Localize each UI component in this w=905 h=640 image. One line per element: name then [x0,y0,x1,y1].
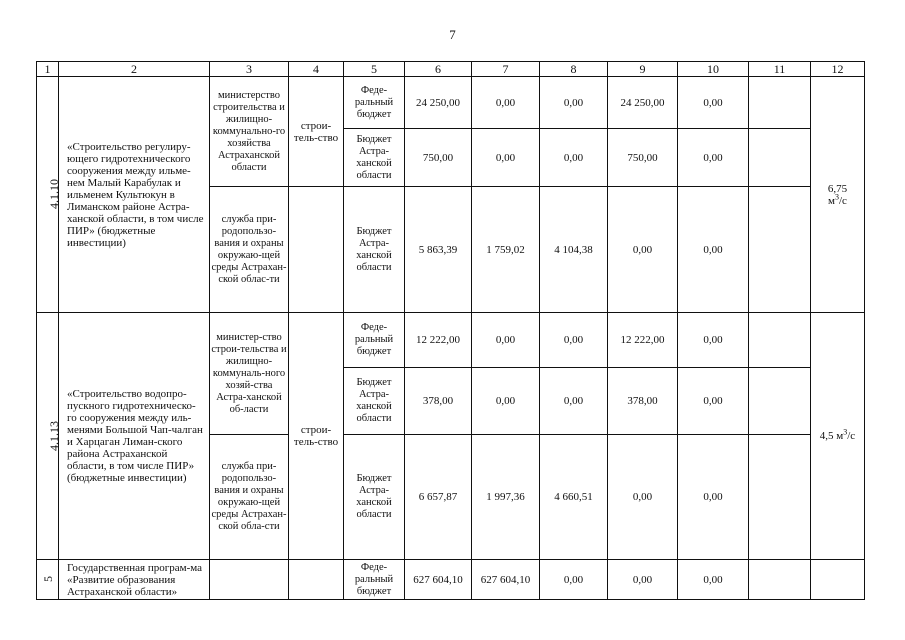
value-col9: 378,00 [608,368,678,435]
value-col9: 0,00 [608,560,678,600]
value-col8: 0,00 [540,77,608,129]
value-col10: 0,00 [678,187,749,313]
project-name: «Строительство водопро-пускного гидротехническо-го сооружения между иль-менями Большой Чап-чалган и Харцаган Лиман-ского района Астраханской области, в том числе ПИР» (бюджетные инвестиции) [59,313,210,560]
column-header: 4 [289,62,344,77]
row-code-cell [37,313,59,560]
funding-source: Бюджет Астра-ханской области [344,368,405,435]
executor: служба при-родопользо-вания и охраны окружаю-щей среды Астрахан-ской облас-ти [210,187,289,313]
column-header: 2 [59,62,210,77]
work-type-empty [289,187,344,313]
capacity-value: 4,5 м [819,430,844,442]
work-type: строи-тель-ство [289,77,344,187]
funding-source: Феде-ральный бюджет [344,313,405,368]
table-row [37,560,865,600]
column-header: 7 [472,62,540,77]
work-type-empty [289,560,344,600]
capacity-cell [811,313,865,560]
value-col10: 0,00 [678,77,749,129]
value-col10: 0,00 [678,129,749,187]
column-header: 3 [210,62,289,77]
value-col9: 12 222,00 [608,313,678,368]
value-col6: 5 863,39 [405,187,472,313]
row-code-cell [37,560,59,600]
value-col11 [749,435,811,560]
value-col7: 0,00 [472,313,540,368]
column-header: 8 [540,62,608,77]
row-code: 5 [40,576,55,582]
page-number: 7 [449,27,456,42]
funding-source: Бюджет Астра-ханской области [344,435,405,560]
value-col6: 6 657,87 [405,435,472,560]
capacity-suffix: /с [847,430,856,442]
value-col7: 0,00 [472,129,540,187]
value-col7: 1 997,36 [472,435,540,560]
value-col7: 0,00 [472,368,540,435]
value-col6: 24 250,00 [405,77,472,129]
value-col10: 0,00 [678,368,749,435]
capacity-empty [811,560,865,600]
value-col10: 0,00 [678,560,749,600]
column-header: 11 [749,62,811,77]
value-col7: 1 759,02 [472,187,540,313]
capacity-suffix: /с [839,194,847,207]
value-col11-empty [749,560,811,600]
value-col9: 750,00 [608,129,678,187]
capacity-sup: 3 [843,427,848,437]
row-code-cell [37,77,59,313]
value-col11 [749,368,811,435]
funding-source: Феде-ральный бюджет [344,77,405,129]
project-name: «Строительство регулиру-ющего гидротехнического сооружения между ильме-нем Малый Карабулак и ильменем Культюкун в Лиманском районе Астра-ханской области, в том числе ПИР» (бюджетные инвестиции) [59,77,210,313]
funding-source: Феде-ральный бюджет [344,560,405,600]
value-col6: 627 604,10 [405,560,472,600]
value-col9: 24 250,00 [608,77,678,129]
value-col11 [749,313,811,368]
value-col10: 0,00 [678,435,749,560]
value-col6: 750,00 [405,129,472,187]
value-col7: 627 604,10 [472,560,540,600]
value-col9: 0,00 [608,435,678,560]
column-header: 6 [405,62,472,77]
column-header: 10 [678,62,749,77]
value-col8: 4 660,51 [540,435,608,560]
executor: служба при-родопользо-вания и охраны окружаю-щей среды Астрахан-ской обла-сти [210,435,289,560]
program-name: Государственная програм-ма «Развитие образования Астраханской области» [59,560,210,600]
row-code: 4.1.13 [47,420,61,451]
value-col8: 0,00 [540,368,608,435]
value-col8: 4 104,38 [540,187,608,313]
budget-table [36,61,865,600]
value-col6: 378,00 [405,368,472,435]
capacity-unit: м [828,194,835,207]
value-col11 [749,77,811,129]
value-col10: 0,00 [678,313,749,368]
capacity-value: 6,75 [827,182,848,195]
table-row [37,77,865,129]
value-col8: 0,00 [540,129,608,187]
value-col6: 12 222,00 [405,313,472,368]
column-header: 5 [344,62,405,77]
capacity-cell [811,77,865,313]
executor-empty [210,560,289,600]
work-type: строи-тель-ство [289,313,344,560]
value-col8: 0,00 [540,560,608,600]
column-header: 12 [811,62,865,77]
funding-source: Бюджет Астра-ханской области [344,129,405,187]
row-code: 4.1.10 [47,179,61,209]
column-header: 1 [37,62,59,77]
value-col8: 0,00 [540,313,608,368]
column-number-row [37,62,865,77]
executor: министерство строительства и жилищно-коммунально-го хозяйства Астраханской области [210,77,289,187]
executor: министер-ство строи-тельства и жилищно-коммуналь-ного хозяй-ства Астра-ханской об-ласти [210,313,289,435]
value-col7: 0,00 [472,77,540,129]
table-row [37,313,865,368]
value-col11 [749,187,811,313]
column-header: 9 [608,62,678,77]
value-col9: 0,00 [608,187,678,313]
funding-source: Бюджет Астра-ханской области [344,187,405,313]
value-col11 [749,129,811,187]
capacity-sup: 3 [835,191,839,201]
